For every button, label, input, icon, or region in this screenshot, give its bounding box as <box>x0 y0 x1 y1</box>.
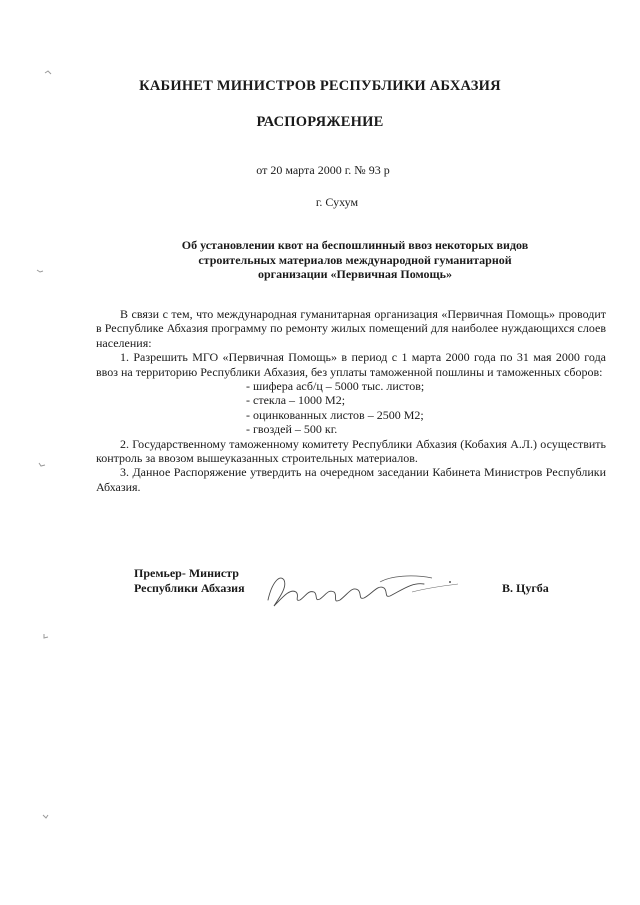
title-line: Об установлении квот на беспошлинный ввоз некоторых видов <box>181 238 529 252</box>
handwritten-signature <box>262 562 472 612</box>
scan-mark-icon <box>42 633 50 639</box>
quota-list <box>96 379 606 437</box>
intro-paragraph: В связи с тем, что международная гуманитарная организация «Первичная Помощь» проводит в Республике Абхазия программу по ремонту жилых помещений для наиболее нуждающихся слоев населения: <box>96 307 606 350</box>
document-title <box>120 238 590 282</box>
quota-item: - оцинкованных листов – 2500 М2; <box>246 407 424 422</box>
quota-item: - стекла – 1000 М2; <box>246 393 346 408</box>
document-body <box>96 307 606 494</box>
item-2-paragraph: 2. Государственному таможенному комитету Республики Абхазия (Кобахия А.Л.) осуществить контроль за ввозом вышеуказанных строительных материалов. <box>96 436 606 466</box>
signatory-name: В. Цугба <box>502 581 549 595</box>
title-line: строительных материалов международной гуманитарной <box>198 252 512 267</box>
quota-item: - шифера асб/ц – 5000 тыс. листов; <box>246 379 425 394</box>
document-type-heading: РАСПОРЯЖЕНИЕ <box>256 114 384 130</box>
quota-item: - гвоздей – 500 кг. <box>246 422 338 437</box>
city-line: г. Сухум <box>315 195 359 209</box>
scan-mark-icon <box>38 462 46 468</box>
signatory-position <box>134 566 245 596</box>
position-line: Премьер- Министр <box>134 566 239 580</box>
item-1-paragraph: 1. Разрешить МГО «Первичная Помощь» в период с 1 марта 2000 года по 31 мая 2000 года ввоз на территорию Республики Абхазия, без уплаты таможенной пошлины и таможенных сборов: <box>96 350 606 379</box>
scan-mark-icon <box>36 268 44 274</box>
item-3-paragraph: 3. Данное Распоряжение утвердить на очередном заседании Кабинета Министров Республики Абхазия. <box>96 465 606 494</box>
institution-heading: КАБИНЕТ МИНИСТРОВ РЕСПУБЛИКИ АБХАЗИЯ <box>139 78 501 94</box>
title-line: организации «Первичная Помощь» <box>257 267 452 281</box>
date-number-line: от 20 марта 2000 г. № 93 р <box>256 163 390 177</box>
position-line: Республики Абхазия <box>134 581 245 595</box>
scan-mark-icon <box>44 70 52 76</box>
scan-mark-icon <box>42 813 50 819</box>
